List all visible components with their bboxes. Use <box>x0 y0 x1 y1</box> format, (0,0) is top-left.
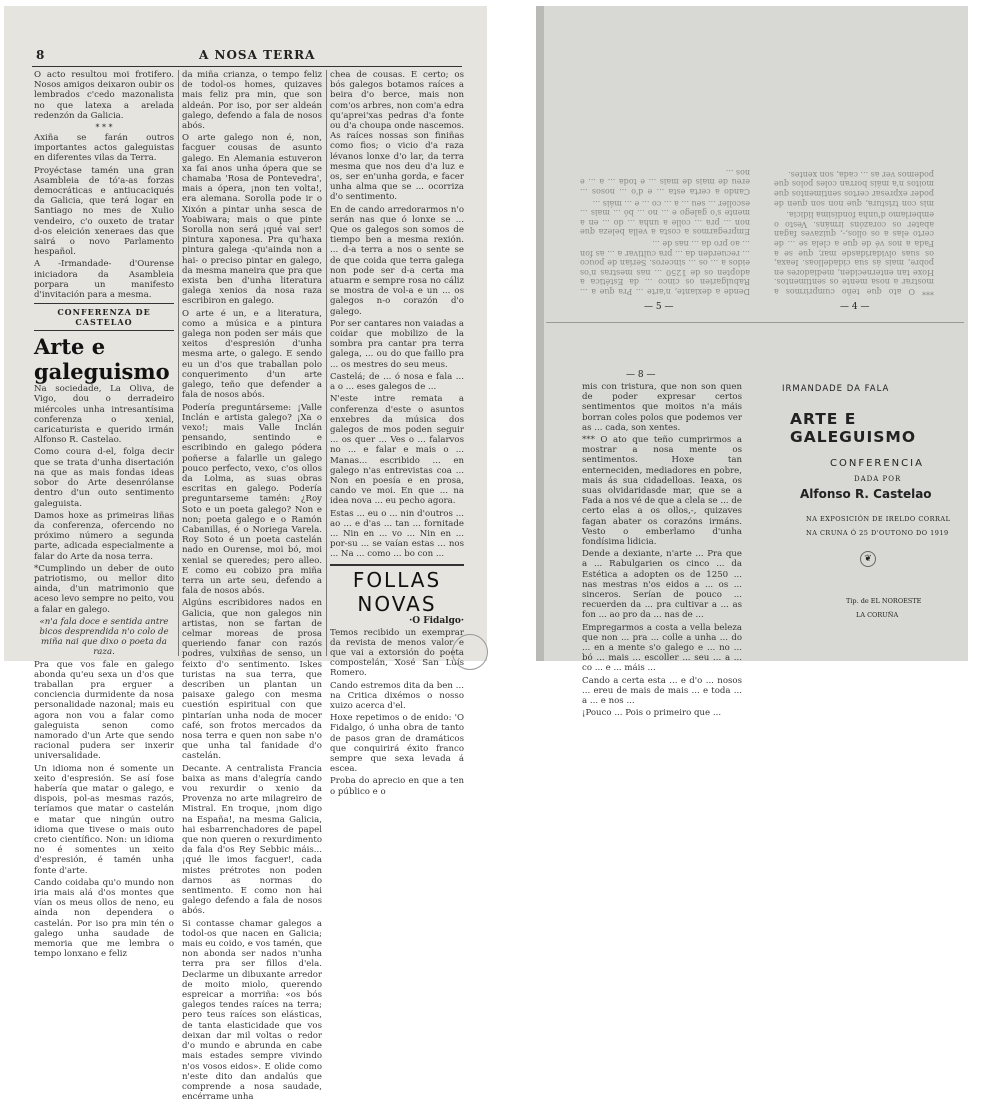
page-number: — 8 — <box>626 370 656 380</box>
divider <box>34 303 174 304</box>
title-page <box>776 384 964 654</box>
article-heading: Arte e galeguismo <box>34 334 170 385</box>
byline: ·O Fidalgo· <box>409 615 464 626</box>
paragraph: N'este intre remata a conferenza d'este o asuntos enxebres da música dos galegos de mos poden seguir ... os quer ... Ves o ... falarvos no ... e falar e mais o ... Manas... escribido ... en galego n'as entrevistas coa ... Non en poesía e en prosa, cando ve moi. En que ... na idea nova ... eu pecho agora. <box>330 394 464 507</box>
paragraph: O arte é un, e a literatura, como a música e a pintura galega non poden ser máis que xeitos d'espresión d'unha mesma arte, o galego. E sendo eu un d'os que traballan polo conquerimento d'un arte galego, teño que defender a fala de nosos abós. <box>182 308 322 401</box>
paragraph: O arte galego non é, non, facguer cousas de asunto galego. En Alemania estuveron xa fai anos unha ópera que se chamaba 'Rosa de Pontevedra', mais a ópera, ¡non ten volta!, era alemana. Sorolla pode ir o Xixón a pintar unha sesca de Yoabiwara; mais o que pinte Sorolla non será ¡qué vai ser! pintura xaponesa. Pra qu'haxa pintura galega -qu'ainda non a hai- o preciso pintar en galego, da mesma maneira que pra que exista ben d'unha literatura galega xenios da nosa raza escribiron en galego. <box>182 133 322 307</box>
page-number: 8 <box>36 48 45 62</box>
column-rule <box>178 70 179 656</box>
right-pamphlet-page <box>536 6 968 719</box>
ornament-icon: ❦ <box>860 551 876 567</box>
ghost-column-right: *** O ato que teño cumprirmos a mostrar a nosa mente os sentimentos. Hoxe tan enterneciden, mediadores en pobre, mais ás sua cidadelloas. Ieaxa, os suas olvidaridasde mar, que se a Fada a nos vé de que a clela se ... de certo elas a os ollos,-, quizaves fagan abater os corazóns irmáns. Vesto o emberlamo d'unha fondísima lidicia. mis con tristura, que non son quen de poder expresar certos sentimentos que moitos n'a máis borran coles polos que podemos ver as ... cada, son xentes. <box>774 169 934 296</box>
paragraph: Damos hoxe as primeiras liñas da conferenza, ofercendo no próximo número a segunda parte, adicada especialmente a falar do Arte da nosa terra. <box>34 510 174 562</box>
section-label: CONFERENZA DE CASTELAO <box>57 307 151 328</box>
event-line-1: NA EXPOSICIÓN DE IRELDO CORRAL <box>806 515 951 523</box>
paragraph: mis con tristura, que non son quen de poder expresar certos sentimentos que moitos n'a máis borran coles polos que podemos ver as ... cada, son xentes. <box>582 382 742 433</box>
paragraph: Un idioma non é somente un xeito d'espresión. Se así fose habería que matar o galego, e dispois, pol-as mesmas razós, teríamos que matar o castelán e matar que ningún outro idioma que tivese o mais outo creto científico. Non: un idioma no é somentes un xeito d'espresión, é tamén unha fonte d'arte. <box>34 763 174 876</box>
paragraph: Decante. A centralista Francia baixa as mans d'alegría cando vou rexurdir o xenio da Provenza no arte milagreiro de Mistral. En troque, ¡nom digo na España!, na mesma Galicia, hai esbarrenchadores de papel que non queren o rexurdimento da fala d'os Rey Sebbic máis... ¡qué lle imos facguer!, cada mistes prétrotes non poden darnos as normas do sentimento. E como non hai galego defendo a fala de nosos abós. <box>182 763 322 917</box>
page-number: — 5 — <box>644 302 674 312</box>
document-title: ARTE E GALEGUISMO <box>790 410 917 446</box>
subtitle: CONFERENCIA <box>830 458 924 469</box>
paragraph: Axiña se farán outros importantes actos galeguistas en diferentes vilas da Terra. <box>34 133 174 164</box>
paragraph: Por ser cantares non vaiadas a coidar que mobilizo de la sombra pra cantar pra terra galega, ... ou do que faillo pra ... os mestres do seu meus. <box>330 318 464 370</box>
paragraph: Algúns escribidores nados en Galicia, que non galegos nin artistas, non se fartan de celmar moreas de prosa queriendo fanar con razós podres, vulxiñas de senso, un feixto d'o sentimento. Iskes turistas na sua terra, que describen un plantan un paisaxe galego con mesma cuestión espiritual con que pintarían unha noda de mocer café, son frotos mercados da nosa terra e quen non sabe n'o que unha tal fanidade d'o castelán. <box>182 598 322 762</box>
paragraph: O acto resultou moi frotifero. Nosos amigos deixaron oubir os lembrados c'cedo mazonalista no que latexa a arelada redenzón da Galicia. <box>34 70 174 121</box>
text-page <box>582 382 742 719</box>
divider <box>34 330 174 331</box>
divider <box>330 564 464 566</box>
column-2 <box>182 70 322 1102</box>
paragraph: *** O ato que teño cumprirmos a mostrar a nosa mente os sentimentos. Hoxe tan enterneciden, mediadores en pobre, mais ás sua cidadelloas. Ieaxa, os suas olvidaridasde mar, que se a Fada a nos vé de que a clela se ... de certo elas a os ollos,-, quizaves fagan abater os corazóns irmáns. Vesto o emberlamo d'unha fondísima lidicia. <box>582 435 742 548</box>
follas-novas-heading: FOLLAS NOVAS <box>352 567 442 616</box>
paragraph: Proba do aprecio en que a ten o público e o <box>330 776 464 797</box>
library-stamp <box>452 634 488 670</box>
page-number: — 4 — <box>840 302 870 312</box>
column-1: O acto resultou moi frotifero. Nosos amigos deixaron oubir os lembrados c'cedo mazonalista no que latexa a arelada redenzón da Galicia. * * * Axiña se farán outros importantes actos galeguistas en diferentes vilas da Terra. Proyéctase tamén una gran Asambleia de tó'a-as forzas democráticas e antiucaciqués da Galicia, que terá logar en Santiago no mes de Xulio vendeiro, c'o ouxeto de tratar d-os eleición xeneraes das que sairá o novo Parlamento hespañol. A -Irmandade- d'Ourense iniciadora da Asambleia porpara un manifesto d'invitación para a mesma. CONFERENZA DE CASTELAO Arte e galeguismo Na sociedade, La Oliva, de Vigo, dou o derradeiro miércoles unha intresantísima conferenza o xenial, caricaturista e querido irmán Alfonso R. Castelao. Como coura d-el, folga decir que se trata d'unha disertación na que as mais fondas ideas sobor do Arte desenrólanse dentro d'un outo sentimento galeguista. Damos hoxe as primeiras liñas da conferenza, ofercendo no próximo número a segunda parte, adicada especialmente a falar do Arte da nosa terra. *Cumplindo un deber de outo patriotismo, ou mellor dito ainda, d'un matrimonio que aceso levo sempre no peito, vou a falar en galego. «n'a fala doce e sentida antre bicos desprendida n'o colo de miña nai que dixo o poeta da raza. Pra que vos fale en galego abonda qu'eu sexa un d'os que traballan pra erguer a conciencia durmidente da nosa personalidade nazonal; mais eu agora non vou a falar como galeguista senon como namorado d'un Arte que sendo racional pudera ser inxerir universalidade. Un idioma non é somente un xeito d'espresión. Se así fose habería que matar o galego, e dispois, pol-as mesmas razós, teríamos que matar o castelán e matar que ningún outro idioma que tivese o mais outo creto científico. Non: un idioma no é somentes un xeito d'espresión, é tamén unha fonte d'arte. Cando coidaba qu'o mundo non iria mais alá d'os montes que vían os meus ollos de neno, eu ainda non dependera o castelán. Por iso pra min tén o galego unha saudade de memoria que me lembra o tempo lonxano e feliz <box>34 70 174 960</box>
paragraph: A -Irmandade- d'Ourense iniciadora da Asambleia porpara un manifesto d'invitación para a mesma. <box>34 259 174 301</box>
printer-line-1: Tip. de EL NOROESTE <box>846 597 922 605</box>
paragraph: Si contasse chamar galegos a todol-os que nacen en Galicia; mais eu coido, e vos tamén, que non abonda ser nados n'unha terra pra ser fillos d'ela. Declarme un dibuxante arredor de moito miolo, querendo espreicar a morriña: «os bós galegos tendes raíces na terra; pero teus raíces son elásticas, de tanta elasticidade que vos deixan dar mil voltas o redor d'o mundo e abrunda en cabe mais estades sempre vivindo n'os vosos eidos». E olide como n'este dito dan andalús que comprende a nosa saudade, encérrame unha <box>182 918 322 1102</box>
column-rule <box>326 70 327 656</box>
paragraph: Pra que vos fale en galego abonda qu'eu sexa un d'os que traballan pra erguer a conciencia durmidente da nosa personalidade nazonal; mais eu agora non vou a falar como galeguista senon como namorado d'un Arte que sendo racional pudera ser inxerir universalidade. <box>34 659 174 762</box>
paragraph: Empregarmos a costa a vella beleza que non ... pra ... colle a unha ... do ... en a mente s'o galego e ... no ... bó ... mais ... escoller ... seu ... a ... co ... e ... máis ... <box>582 622 742 674</box>
paragraph: chea de cousas. E certo; os bós galegos botamos raíces a beira d'o berce, mais non com'os arbres, non com'a edra qu'aprei'xas pedras d'a fonte ou d'a choupa onde nascemos. As raíces nossas son finiñas como fios; o vicio d'a raza lévanos lonxe d'o lar, da terra mesma que nos deu d'a luz e os, ser en'unha gorda, e facer unha alma que se ... ocorriza d'o sentimento. <box>330 70 464 203</box>
paragraph: Estas ... eu o ... nin d'outros ... ao ... e d'as ... tan ... fornitade ... Nin en ... vo ... Nin en ... por-su ... se vaían estas ... nos ... Na ... como ... bo con ... <box>330 508 464 560</box>
page-binding-edge <box>536 6 544 661</box>
paragraph: Como coura d-el, folga decir que se trata d'unha disertación na que as mais fondas ideas sobor do Arte desenrólanse dentro d'un outo sentimento galeguista. <box>34 447 174 509</box>
paragraph: Cando a certa esta ... e d'o ... nosos ... ereu de mais de mais ... e toda ... a ... e nos ... <box>582 675 742 707</box>
paragraph: ¡Pouco ... Pois o primeiro que ... <box>582 708 722 719</box>
verse: «n'a fala doce e sentida antre bicos desprendida n'o colo de miña nai que dixo o poeta da raza. <box>39 616 169 658</box>
ghost-column-left: Dende a dexiante, n'arte ... Pra que a ... Rabulgarien os cinco ... da Estética a adopten os de 1250 ... nas mestras n'os eidos a ... os ... sinceros. Serían de pouco ... recuerden da ... pra cultivar a ... as fon ... ao pro da ... nas de ... Empregarmos a costa a vella beleza que non ... pra ... colle a unha ... do ... en a mente s'o galego e ... no ... bó ... mais ... escoller ... seu ... a ... co ... e ... máis ... Cando a certa esta ... e d'o ... nosos ... ereu de mais de mais ... e toda ... a ... e nos ... <box>580 167 750 296</box>
column-3 <box>330 70 464 797</box>
paragraph: Na sociedade, La Oliva, de Vigo, dou o derradeiro miércoles unha intresantísima conferenza o xenial, caricaturista e querido irmán Alfonso R. Castelao. <box>34 384 174 446</box>
author-name: Alfonso R. Castelao <box>800 487 932 501</box>
paragraph: Cando coidaba qu'o mundo non iria mais alá d'os montes que vían os meus ollos de neno, eu ainda non dependera o castelán. Por iso pra min tén o galego unha saudade de memoria que me lembra o tempo lonxano e feliz <box>34 877 174 960</box>
paragraph: Proyéctase tamén una gran Asambleia de tó'a-as forzas democráticas e antiucaciqués da Galicia, que terá logar en Santiago no mes de Xulio vendeiro, c'o ouxeto de tratar d-os eleición xeneraes das que sairá o novo Parlamento hespañol. <box>34 165 174 258</box>
paragraph: En de cando arredorarmos n'o serán nas que ó lonxe se ... Que os galegos son somos de tiempo ben a mesma rexión. ... d-a terra a nos o sente se de que coida que terra galega non pode ser d-a certa ma atuarm e sempre rosa no cáliz se mostra de vol-a e un ... os galegos n-o corazón d'o galego. <box>330 204 464 317</box>
newspaper-title: A NOSA TERRA <box>199 48 316 62</box>
organisation-name: IRMANDADE DA FALA <box>782 384 890 394</box>
paragraph: Dende a dexiante, n'arte ... Pra que a ... Rabulgarien os cinco ... da Estética a adopten os de 1250 ... nas mestras n'os eidos a ... os ... sinceros. Serían de pouco ... recuerden da ... pra cultivar a ... as fon ... ao pro da ... nas de ... <box>582 549 742 621</box>
header-rule <box>32 66 462 67</box>
paragraph: Cando estremos dita da ben ... na Critica dixémos o nosso xuizo acerca d'el. <box>330 680 464 711</box>
paragraph: Podería preguntárseme: ¡Valle Inclán e artista galego? ¡Xa o vexo!; mais Valle Inclán pensando, sentindo e escribindo en galego pódera poñerse a falarlle un galego pouco perfecto, vexo, c'os ollos da Lolma, as suas obras escritas en galego. Podería preguntarseme tamén: ¿Roy Soto e un poeta galego? Non e non; poeta galego e o Ramón Cabanillas, é o Noriega Varela. Roy Soto é un poeta castelán nado en Ourense, moi bó, moi xenial se queredes; pero alleo. E como eu cobizo pra miña terra un arte seu, defendo a fala de nosos abós. <box>182 402 322 597</box>
paragraph: *Cumplindo un deber de outo patriotismo, ou mellor dito ainda, d'un matrimonio que aceso levo sempre no peito, vou a falar en galego. <box>34 563 174 615</box>
paragraph: Hoxe repetimos o de enido: 'O Fidalgo, ó unha obra de tanto de pasos gran de dramáticos que conquirirá éxito franco sempre que sexa levada á escea. <box>330 713 464 775</box>
event-line-2: NA CRUNA Ó 25 D'OUTONO DO 1919 <box>806 529 949 537</box>
paragraph: Castelá; de ... ó nosa e fala ... a o ... eses galegos de ... <box>330 371 464 393</box>
printer-line-2: LA CORUÑA <box>856 611 899 619</box>
paragraph: Temos recibido un exemprar da revista de menos valor e que vai a extorsión do poeta compostelán, Xosé San Luís Romero. <box>330 627 464 679</box>
given-by-label: DADA POR <box>854 475 902 483</box>
left-newspaper-page <box>4 6 487 1102</box>
fold-line <box>546 322 964 323</box>
paragraph: da miña crianza, o tempo feliz de todol-os homes, quizaves mais feliz pra min, que son aldeán. Por iso, por ser aldeán galego, defendo a fala de nosos abós. <box>182 70 322 132</box>
